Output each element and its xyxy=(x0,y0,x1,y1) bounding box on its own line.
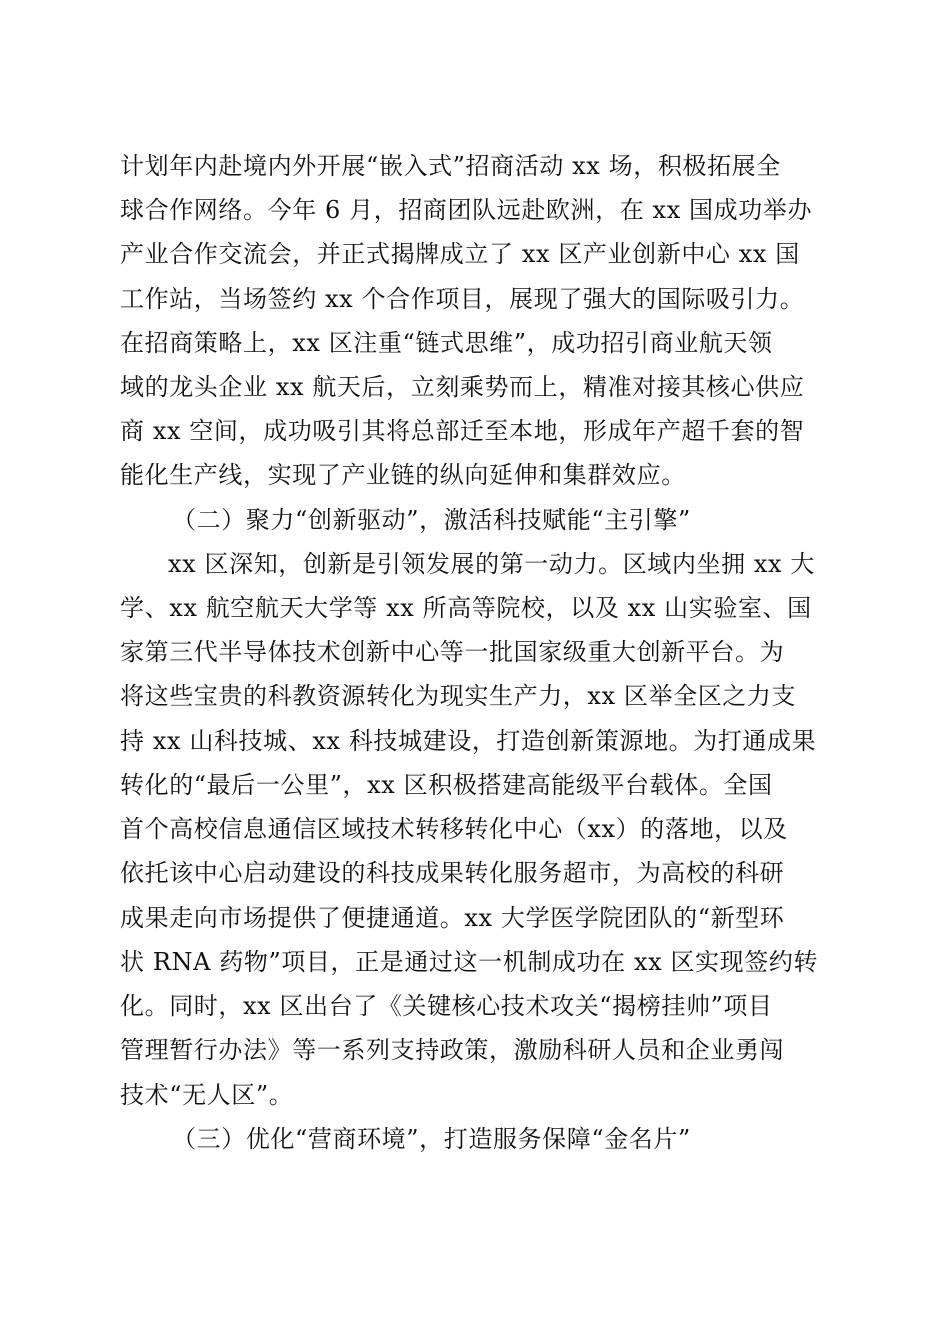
paragraph-line: 依托该中心启动建设的科技成果转化服务超市，为高校的科研 xyxy=(120,859,785,887)
paragraph-line: 在招商策略上，xx 区注重“链式思维”，成功招引商业航天领 xyxy=(120,329,773,357)
paragraph-line: 化。同时，xx 区出台了《关键核心技术攻关“揭榜挂帅”项目 xyxy=(120,992,773,1020)
paragraph-line: 产业合作交流会，并正式揭牌成立了 xx 区产业创新中心 xx 国 xyxy=(120,240,800,268)
paragraph-line: 学、xx 航空航天大学等 xx 所高等院校，以及 xx 山实验室、国 xyxy=(120,594,812,622)
paragraph-line: 转化的“最后一公里”，xx 区积极搭建高能级平台载体。全国 xyxy=(120,771,773,799)
paragraph-line: xx 区深知，创新是引领发展的第一动力。区域内坐拥 xx 大 xyxy=(168,550,816,578)
paragraph-line: 商 xx 空间，成功吸引其将总部迁至本地，形成年产超千套的智 xyxy=(120,417,805,445)
paragraph-line: 域的龙头企业 xx 航天后，立刻乘势而上，精准对接其核心供应 xyxy=(120,373,805,401)
paragraph-line: 技术“无人区”。 xyxy=(120,1081,294,1109)
paragraph-line: 能化生产线，实现了产业链的纵向延伸和集群效应。 xyxy=(120,461,686,489)
paragraph-line: 首个高校信息通信区域技术转移转化中心（xx）的落地，以及 xyxy=(120,815,788,843)
paragraph-line: 工作站，当场签约 xx 个合作项目，展现了强大的国际吸引力。 xyxy=(120,285,805,313)
paragraph-line: 球合作网络。今年 6 月，招商团队远赴欧洲，在 xx 国成功举办 xyxy=(120,196,813,224)
paragraph-line: 家第三代半导体技术创新中心等一批国家级重大创新平台。为 xyxy=(120,638,785,666)
paragraph-line: 持 xx 山科技城、xx 科技城建设，打造创新策源地。为打通成果 xyxy=(120,727,817,755)
paragraph-line: 将这些宝贵的科教资源转化为现实生产力，xx 区举全区之力支 xyxy=(120,682,797,710)
paragraph-line: 状 RNA 药物”项目，正是通过这一机制成功在 xx 区实现签约转 xyxy=(120,948,819,976)
paragraph-line: 管理暂行办法》等一系列支持政策，激励科研人员和企业勇闯 xyxy=(120,1036,785,1064)
section-heading-2: （二）聚力“创新驱动”，激活科技赋能“主引擎” xyxy=(172,506,691,534)
paragraph-line: 成果走向市场提供了便捷通道。xx 大学医学院团队的“新型环 xyxy=(120,904,785,932)
section-heading-3: （三）优化“营商环境”，打造服务保障“金名片” xyxy=(172,1125,691,1153)
paragraph-line: 计划年内赴境内外开展“嵌入式”招商活动 xx 场，积极拓展全 xyxy=(120,152,781,180)
